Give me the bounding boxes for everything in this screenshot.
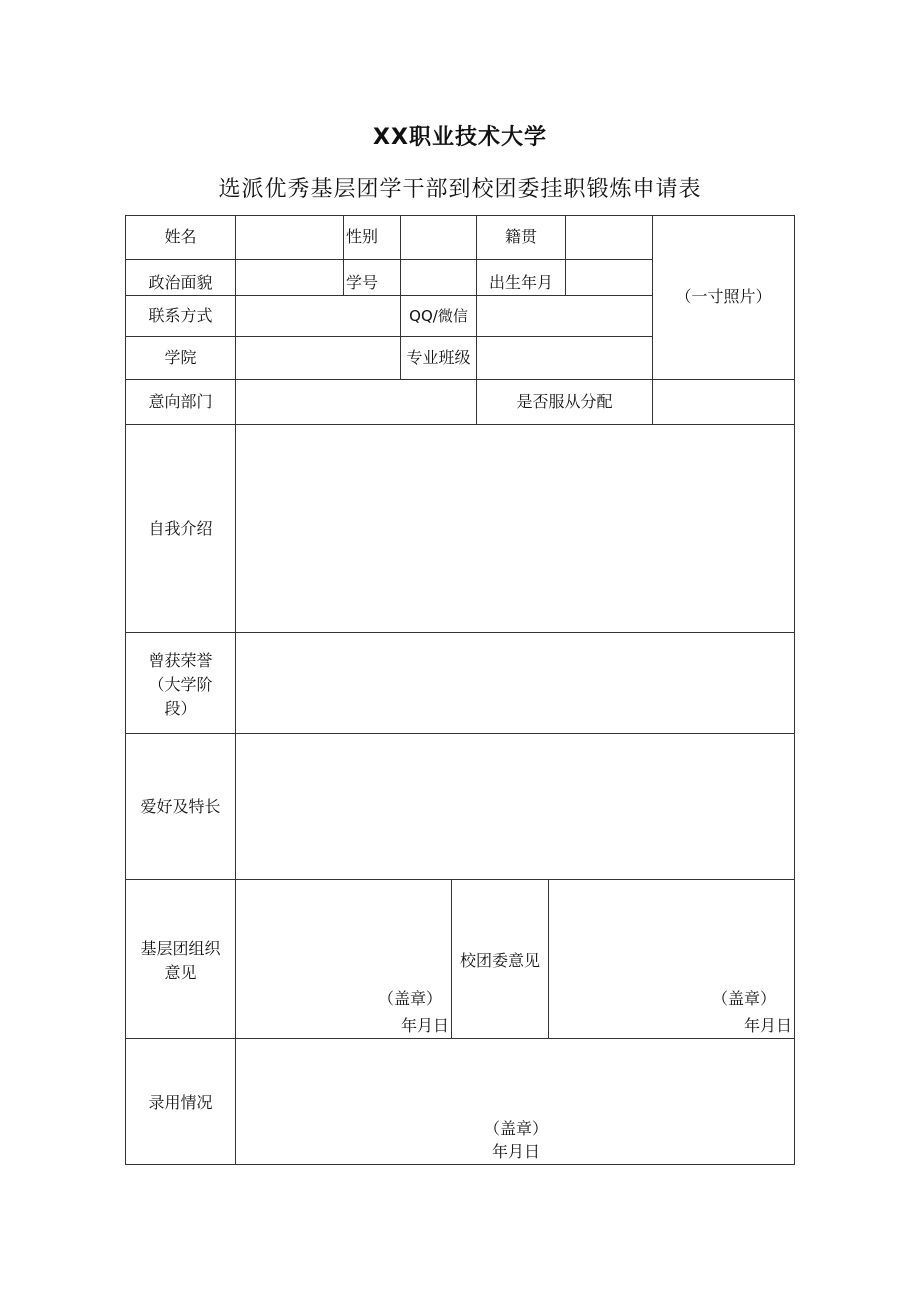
major-class-label: 专业班级 [406, 348, 471, 367]
grid-line [125, 295, 653, 296]
grid-line [125, 879, 795, 880]
obey-allocation-label: 是否服从分配 [516, 392, 613, 411]
grid-line [125, 1038, 795, 1039]
form-title: 选派优秀基层团学干部到校团委挂职锻炼申请表 [218, 177, 702, 202]
hometown-label: 籍贯 [504, 227, 537, 246]
university-title: XX职业技术大学 [373, 125, 547, 150]
gender-label: 性别 [346, 227, 379, 246]
college-label: 学院 [164, 348, 197, 367]
honors-label-line2: （大学阶 [148, 675, 213, 694]
political-status-label: 政治面貌 [148, 273, 213, 292]
intended-dept-label: 意向部门 [148, 392, 213, 411]
self-intro-label: 自我介绍 [148, 519, 213, 538]
org-date: 年月日 [400, 1016, 449, 1035]
grid-line [125, 733, 795, 734]
table-border-right [794, 215, 795, 1165]
hiring-date: 年月日 [491, 1142, 540, 1161]
hobbies-label: 爱好及特长 [140, 797, 221, 816]
committee-opinion-label: 校团委意见 [459, 951, 540, 970]
contact-label: 联系方式 [148, 306, 213, 325]
hiring-status-label: 录用情况 [148, 1093, 213, 1112]
committee-stamp: （盖章） [711, 989, 776, 1008]
grid-line [125, 259, 653, 260]
org-opinion-label-line2: 意见 [164, 963, 197, 982]
name-label: 姓名 [164, 227, 197, 246]
photo-placeholder: （一寸照片） [675, 287, 772, 306]
table-border-top [125, 215, 795, 216]
hiring-stamp: （盖章） [483, 1119, 548, 1138]
qq-wechat-label: QQ/微信 [409, 307, 468, 325]
honors-label-line3: 段） [164, 699, 197, 718]
grid-line [125, 336, 653, 337]
table-border-bottom [125, 1164, 795, 1165]
honors-label: 曾获荣誉 [148, 651, 213, 670]
birth-date-label: 出生年月 [488, 273, 553, 292]
grid-line [125, 632, 795, 633]
grid-line [125, 379, 795, 380]
grid-line [343, 215, 344, 295]
org-opinion-label: 基层团组织 [140, 939, 221, 958]
grid-line [125, 424, 795, 425]
committee-date: 年月日 [743, 1016, 792, 1035]
student-id-label: 学号 [346, 273, 379, 292]
grid-line [652, 215, 653, 425]
grid-line [565, 215, 566, 295]
org-stamp: （盖章） [377, 989, 442, 1008]
